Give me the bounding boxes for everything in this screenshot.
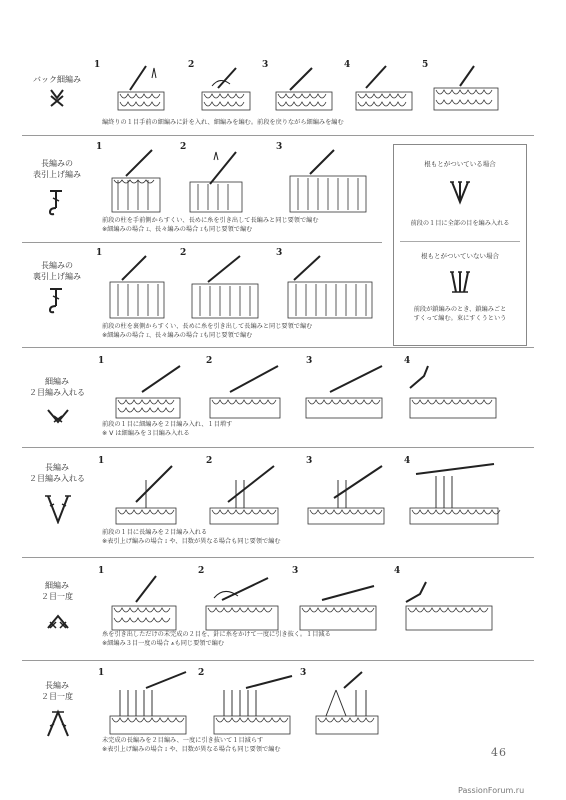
section-sc-increase: [22, 352, 534, 446]
step-number: 3: [306, 456, 313, 466]
step-number: 4: [394, 566, 401, 576]
step-number: 2: [198, 668, 205, 678]
step-number: 3: [306, 356, 313, 366]
section-note: ※細編みの場合 ፤、長々編みの場合 ፤も同じ要領で編む: [102, 226, 253, 233]
note-text: 前段が鎖編みのとき、鎖編みごと: [413, 306, 507, 313]
dc-decrease-symbol-icon: [44, 708, 72, 738]
sc-increase-symbol-icon: [44, 406, 72, 426]
stitch-illustration: [304, 462, 388, 526]
stitch-illustration: [402, 572, 498, 632]
backward-sc-symbol-icon: [44, 88, 70, 108]
divider: [22, 447, 534, 448]
stitch-illustration: [312, 670, 384, 736]
section-backward-sc: [22, 58, 534, 134]
step-number: 3: [262, 60, 269, 70]
stitch-illustration: [184, 148, 250, 214]
step-number: 3: [276, 248, 283, 258]
step-number: 2: [180, 248, 187, 258]
stitch-illustration: [106, 254, 170, 320]
section-title: バック細編み: [33, 75, 81, 84]
page-number: 46: [491, 746, 507, 759]
stitch-illustration: [112, 362, 184, 420]
stitch-illustration: [188, 254, 264, 320]
note-heading: 根もとがついていない場合: [421, 252, 499, 260]
note-text: すくって編む。束にすくうという: [413, 315, 507, 322]
section-caption: 前段の１目に細編みを２目編み入れ、１目増す: [102, 421, 233, 428]
section-caption: 前段の柱を裏側からすくい、長めに糸を引き出して長編みと同じ要領で編む: [102, 323, 313, 330]
stitch-illustration: [210, 670, 300, 736]
separate-base-symbol-icon: [446, 269, 474, 295]
step-number: 4: [404, 356, 411, 366]
step-number: 2: [198, 566, 205, 576]
step-number: 1: [96, 248, 103, 258]
section-title: 長編みの 表引上げ編み: [33, 159, 81, 179]
stitch-illustration: [206, 462, 282, 526]
stitch-illustration: [302, 362, 388, 420]
divider: [22, 242, 382, 243]
step-number: 2: [206, 356, 213, 366]
section-title: 細編み ２目編み入れる: [29, 377, 85, 397]
section-note: ※細編みの場合 ፤、長々編みの場合 ፤も同じ要領で編む: [102, 332, 253, 339]
stitch-illustration: [272, 64, 336, 112]
step-number: 4: [404, 456, 411, 466]
step-number: 1: [98, 456, 105, 466]
step-number: 2: [180, 142, 187, 152]
section-note: ※細編み３目一度の場合 ⩚も同じ要領で編む: [102, 640, 225, 647]
section-caption: 前段の柱を手前側からすくい、長めに糸を引き出して長編みと同じ要領で編む: [102, 217, 319, 224]
section-caption: 前段の１目に長編みを２目編み入れる: [102, 529, 208, 536]
post-stitch-note-box: [393, 144, 527, 346]
divider: [22, 660, 534, 661]
stitch-illustration: [112, 64, 172, 112]
sc-decrease-symbol-icon: [44, 612, 72, 632]
section-caption: 未完成の長編みを２目編み、一度に引き抜いて１目減らす: [102, 737, 264, 744]
stitch-illustration: [352, 64, 416, 112]
front-post-dc-symbol-icon: [46, 188, 66, 216]
section-dc-decrease: [22, 664, 534, 760]
stitch-illustration: [284, 254, 376, 320]
section-title: 長編み ２目編み入れる: [29, 463, 85, 483]
divider: [22, 557, 534, 558]
step-number: 2: [188, 60, 195, 70]
section-caption: 糸を引き出しただけの未完成の２目を、針に糸をかけて一度に引き抜く。１目減る: [102, 631, 331, 638]
stitch-illustration: [296, 572, 380, 632]
note-divider: [400, 241, 520, 242]
divider: [22, 347, 534, 348]
stitch-illustration: [108, 148, 168, 214]
stitch-illustration: [406, 462, 502, 526]
step-number: 1: [96, 142, 103, 152]
stitch-illustration: [202, 572, 282, 632]
section-title: 長編み ２目一度: [41, 681, 73, 701]
section-sc-decrease: [22, 562, 534, 658]
stitch-illustration: [406, 362, 502, 420]
section-note: ※表引上げ編みの場合 ፤ や、目数が異なる場合も同じ要領で編む: [102, 538, 281, 545]
section-dc-increase: [22, 452, 534, 556]
section-note: ※ V は細編みを３目編み入れる: [102, 430, 190, 437]
stitch-illustration: [430, 64, 502, 112]
divider: [22, 135, 534, 136]
section-title: 細編み ２目一度: [41, 581, 73, 601]
stitch-illustration: [112, 462, 180, 526]
section-caption: 編終りの１目手前の細編みに針を入れ、細編みを編む。前段を戻りながら細編みを編む: [102, 119, 344, 126]
step-number: 1: [98, 668, 105, 678]
step-number: 1: [94, 60, 101, 70]
step-number: 1: [98, 566, 105, 576]
stitch-illustration: [106, 670, 196, 736]
section-title: 長編みの 裏引上げ編み: [33, 261, 81, 281]
step-number: 2: [206, 456, 213, 466]
stitch-illustration: [198, 64, 256, 112]
stitch-illustration: [286, 148, 370, 214]
dc-increase-symbol-icon: [44, 492, 72, 524]
watermark: PassionForum.ru: [458, 786, 525, 795]
joined-base-symbol-icon: [448, 179, 472, 205]
note-heading: 根もとがついている場合: [424, 160, 496, 168]
step-number: 5: [422, 60, 429, 70]
step-number: 3: [276, 142, 283, 152]
stitch-illustration: [206, 362, 284, 420]
step-number: 3: [292, 566, 299, 576]
step-number: 3: [300, 668, 307, 678]
back-post-dc-symbol-icon: [46, 286, 66, 314]
step-number: 1: [98, 356, 105, 366]
section-note: ※表引上げ編みの場合 ፤ や、目数が異なる場合も同じ要領で編む: [102, 746, 281, 753]
note-text: 前段の１目に全部の目を編み入れる: [410, 220, 510, 227]
step-number: 4: [344, 60, 351, 70]
stitch-illustration: [108, 572, 180, 632]
